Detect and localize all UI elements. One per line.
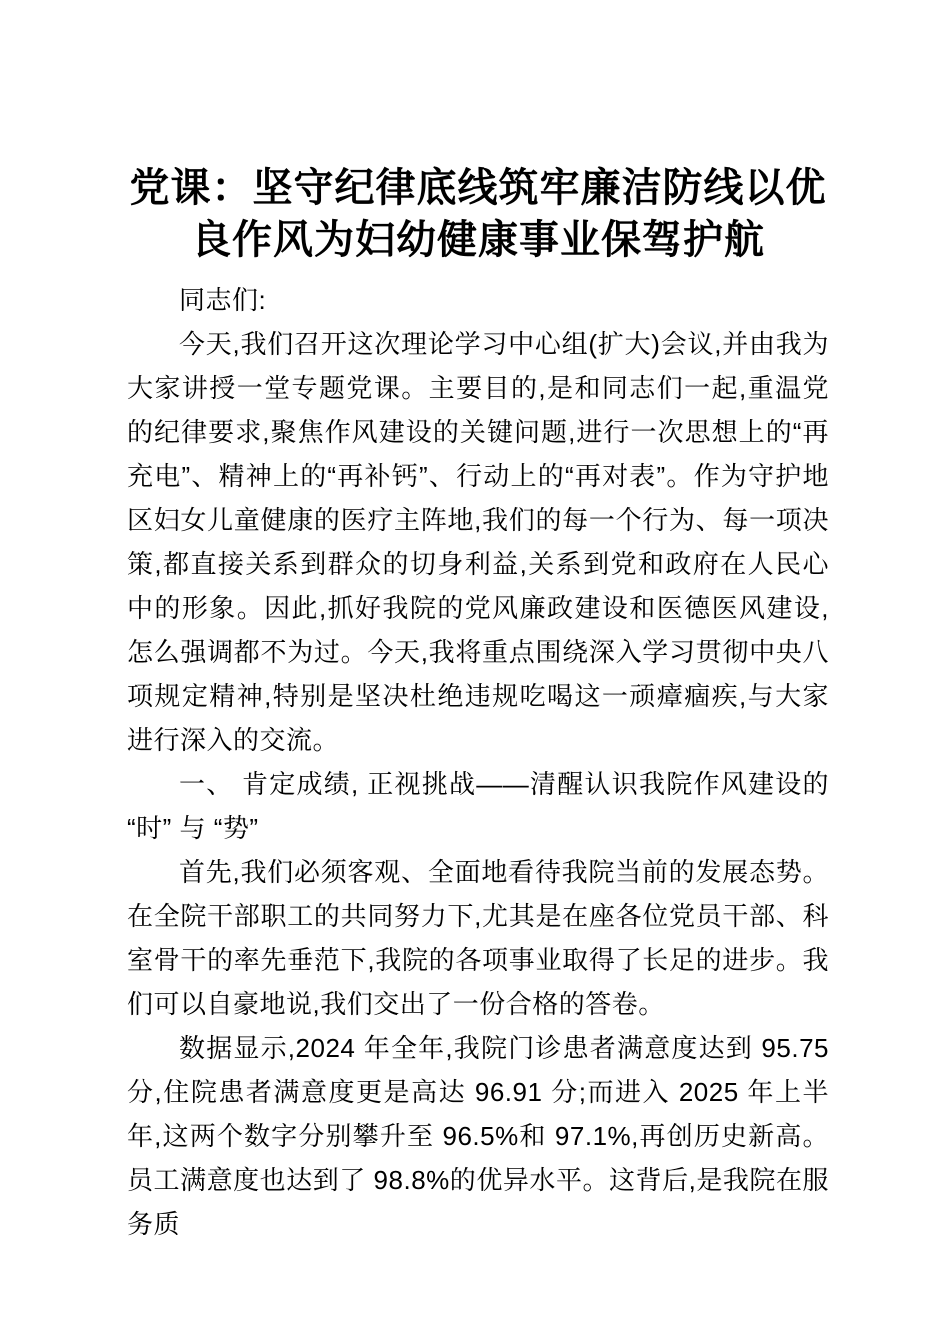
section-heading-1: 一、 肯定成绩, 正视挑战——清醒认识我院作风建设的 “时” 与 “势” [127,769,829,843]
document-title [127,162,829,266]
opening-paragraph: 今天,我们召开这次理论学习中心组(扩大)会议,并由我为大家讲授一堂专题党课。主要目的,是和同志们一起,重温党的纪律要求,聚焦作风建设的关键问题,进行一次思想上的“再充电”、精神上的“再补钙”、行动上的“再对表”。作为守护地区妇女儿童健康的医疗主阵地,我们的每一个行为、每一项决策,都直接关系到群众的切身利益,关系到党和政府在人民心中的形象。因此,抓好我院的党风廉政建设和医德医风建设,怎么强调都不为过。今天,我将重点围绕深入学习贯彻中央八项规定精神,特别是坚决杜绝违规吃喝这一顽瘴痼疾,与大家进行深入的交流。 [127,329,829,755]
document-title-line-1: 党课：坚守纪律底线筑牢廉洁防线以优 [129,165,827,210]
salutation-paragraph: 同志们: [179,285,267,315]
satisfaction-data-paragraph: 数据显示,2024 年全年,我院门诊患者满意度达到 95.75 分,住院患者满意度更是高达 96.91 分;而进入 2025 年上半年,这两个数字分别攀升至 96.5%和 97.1%,再创历史新高。员工满意度也达到了 98.8%的优异水平。这背后,是我院在服务质 [127,1033,829,1239]
document-title-line-2: 良作风为妇幼健康事业保驾护航 [191,217,765,262]
achievements-paragraph: 首先,我们必须客观、全面地看待我院当前的发展态势。在全院干部职工的共同努力下,尤其是在座各位党员干部、科室骨干的率先垂范下,我院的各项事业取得了长足的进步。我们可以自豪地说,我们交出了一份合格的答卷。 [127,857,829,1019]
